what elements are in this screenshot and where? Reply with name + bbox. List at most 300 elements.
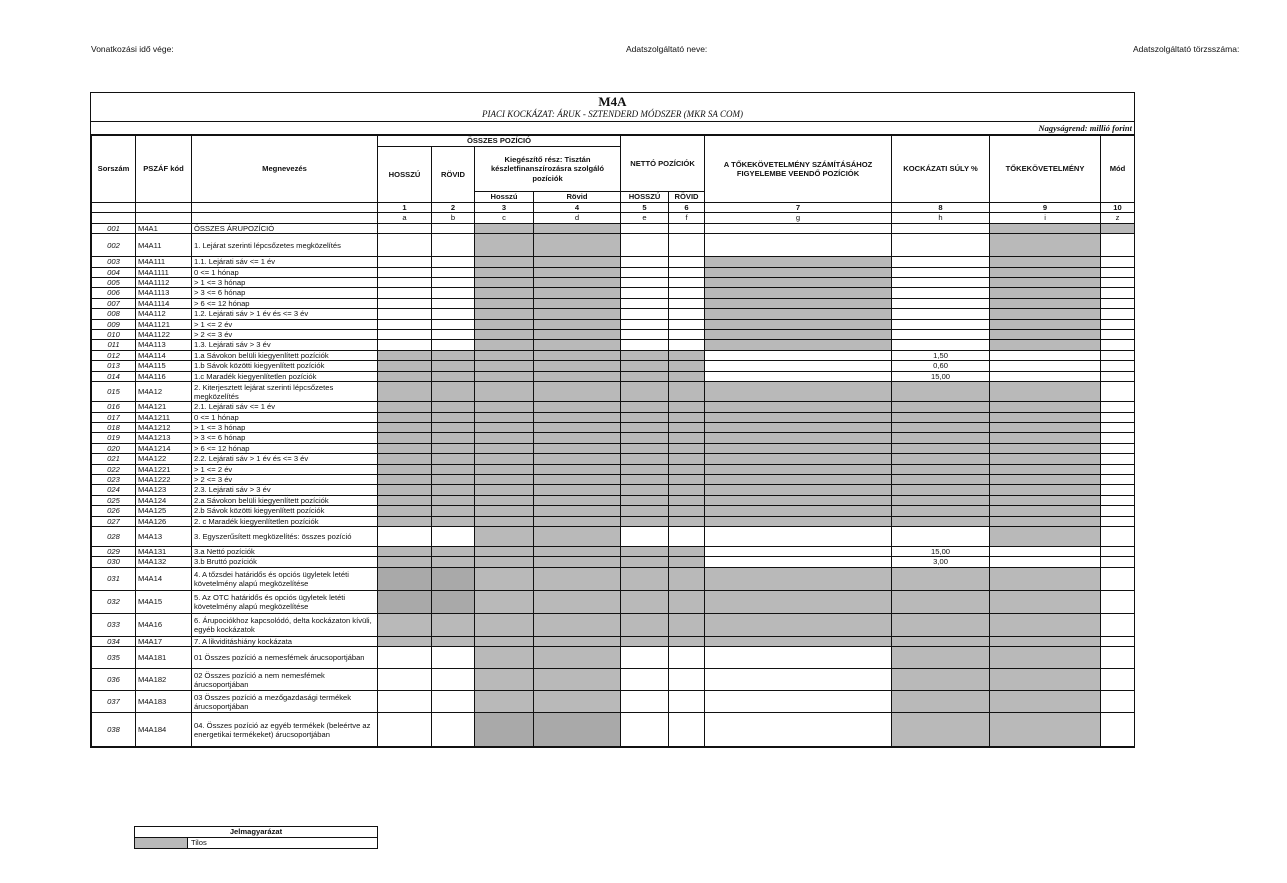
cell-net-long [621, 516, 669, 526]
cell-capital [990, 464, 1101, 474]
cell-mod[interactable] [1101, 422, 1135, 432]
cell-mod[interactable] [1101, 557, 1135, 567]
column-number: 6 [669, 203, 705, 213]
cell-net-short[interactable] [669, 223, 705, 233]
cell-net-short[interactable] [669, 309, 705, 319]
cell-risk-weight[interactable] [892, 257, 990, 267]
cell-risk-weight[interactable]: 3,00 [892, 557, 990, 567]
cell-long[interactable] [378, 257, 432, 267]
cell-long[interactable] [378, 298, 432, 308]
column-number: 5 [621, 203, 669, 213]
cell-net-long[interactable] [621, 526, 669, 546]
row-name: > 1 <= 2 év [192, 319, 378, 329]
cell-mod[interactable] [1101, 474, 1135, 484]
cell-risk-weight [892, 506, 990, 516]
cell-short[interactable] [432, 223, 475, 233]
cell-mod[interactable] [1101, 371, 1135, 381]
table-row [92, 309, 1135, 319]
cell-long[interactable] [378, 669, 432, 691]
cell-short[interactable] [432, 234, 475, 257]
cell-net-short [669, 371, 705, 381]
row-name: > 3 <= 6 hónap [192, 288, 378, 298]
cell-supp-short [534, 412, 621, 422]
cell-supp-short [534, 382, 621, 402]
cell-capital [990, 691, 1101, 713]
row-pszaf-code: M4A1113 [136, 288, 192, 298]
cell-short [432, 506, 475, 516]
cell-capital-positions[interactable] [705, 669, 892, 691]
data-rows [92, 223, 1135, 746]
row-pszaf-code: M4A16 [136, 613, 192, 636]
cell-net-long[interactable] [621, 278, 669, 288]
cell-capital-positions[interactable] [705, 361, 892, 371]
cell-risk-weight[interactable] [892, 223, 990, 233]
cell-short [432, 361, 475, 371]
row-pszaf-code: M4A1111 [136, 267, 192, 277]
row-serial: 005 [92, 278, 136, 288]
cell-net-long [621, 506, 669, 516]
cell-supp-long [475, 647, 534, 669]
cell-supp-long [475, 319, 534, 329]
cell-supp-long [475, 713, 534, 747]
row-pszaf-code: M4A15 [136, 590, 192, 613]
cell-long [378, 412, 432, 422]
row-pszaf-code: M4A1121 [136, 319, 192, 329]
cell-long[interactable] [378, 691, 432, 713]
row-serial: 019 [92, 433, 136, 443]
col-supp-long-header: Hosszú [475, 192, 534, 203]
cell-net-long[interactable] [621, 288, 669, 298]
cell-risk-weight[interactable] [892, 319, 990, 329]
cell-supp-long [475, 257, 534, 267]
cell-mod[interactable] [1101, 464, 1135, 474]
row-name: 2.1. Lejárati sáv <= 1 év [192, 402, 378, 412]
cell-mod[interactable] [1101, 613, 1135, 636]
cell-long[interactable] [378, 713, 432, 747]
cell-net-short[interactable] [669, 713, 705, 747]
cell-net-short[interactable] [669, 234, 705, 257]
cell-risk-weight[interactable] [892, 234, 990, 257]
cell-short[interactable] [432, 257, 475, 267]
cell-net-long[interactable] [621, 257, 669, 267]
row-name: 2.3. Lejárati sáv > 3 év [192, 485, 378, 495]
cell-mod[interactable] [1101, 590, 1135, 613]
cell-capital-positions[interactable] [705, 647, 892, 669]
cell-risk-weight [892, 613, 990, 636]
row-serial: 002 [92, 234, 136, 257]
cell-mod[interactable] [1101, 691, 1135, 713]
row-pszaf-code: M4A184 [136, 713, 192, 747]
cell-capital-positions [705, 382, 892, 402]
cell-net-short[interactable] [669, 669, 705, 691]
cell-net-short [669, 495, 705, 505]
cell-net-short [669, 567, 705, 590]
cell-mod[interactable] [1101, 402, 1135, 412]
row-pszaf-code: M4A123 [136, 485, 192, 495]
cell-risk-weight[interactable] [892, 267, 990, 277]
cell-long[interactable] [378, 223, 432, 233]
cell-capital-positions [705, 319, 892, 329]
cell-capital-positions [705, 267, 892, 277]
cell-short[interactable] [432, 278, 475, 288]
cell-capital [990, 454, 1101, 464]
table-row [92, 495, 1135, 505]
cell-supp-short [534, 474, 621, 484]
cell-net-long[interactable] [621, 319, 669, 329]
cell-net-long[interactable] [621, 669, 669, 691]
cell-capital [990, 590, 1101, 613]
cell-net-long[interactable] [621, 647, 669, 669]
cell-capital-positions [705, 278, 892, 288]
cell-capital-positions[interactable] [705, 557, 892, 567]
cell-long[interactable] [378, 340, 432, 350]
table-row [92, 557, 1135, 567]
cell-long [378, 506, 432, 516]
cell-net-long [621, 454, 669, 464]
cell-mod[interactable] [1101, 526, 1135, 546]
cell-net-short[interactable] [669, 288, 705, 298]
row-name: 3.b Bruttó pozíciók [192, 557, 378, 567]
cell-risk-weight[interactable]: 15,00 [892, 546, 990, 556]
cell-mod[interactable] [1101, 361, 1135, 371]
table-row [92, 506, 1135, 516]
column-number: 2 [432, 203, 475, 213]
cell-long [378, 464, 432, 474]
cell-mod[interactable] [1101, 412, 1135, 422]
row-name: 6. Árupociókhoz kapcsolódó, delta kockázaton kívüli, egyéb kockázatok [192, 613, 378, 636]
cell-supp-long [475, 590, 534, 613]
cell-net-short[interactable] [669, 278, 705, 288]
cell-capital-positions[interactable] [705, 223, 892, 233]
cell-risk-weight[interactable] [892, 526, 990, 546]
cell-capital-positions [705, 412, 892, 422]
cell-long[interactable] [378, 278, 432, 288]
cell-mod[interactable] [1101, 340, 1135, 350]
cell-long [378, 485, 432, 495]
cell-supp-long [475, 546, 534, 556]
cell-net-short[interactable] [669, 647, 705, 669]
cell-risk-weight[interactable] [892, 288, 990, 298]
cell-mod[interactable] [1101, 433, 1135, 443]
cell-net-long[interactable] [621, 234, 669, 257]
row-pszaf-code: M4A125 [136, 506, 192, 516]
cell-mod[interactable] [1101, 257, 1135, 267]
cell-capital[interactable] [990, 350, 1101, 360]
cell-short[interactable] [432, 309, 475, 319]
cell-supp-long [475, 371, 534, 381]
cell-risk-weight[interactable] [892, 330, 990, 340]
cell-capital [990, 340, 1101, 350]
row-pszaf-code: M4A116 [136, 371, 192, 381]
cell-risk-weight[interactable]: 1,50 [892, 350, 990, 360]
cell-supp-long [475, 298, 534, 308]
cell-net-long[interactable] [621, 223, 669, 233]
cell-net-short [669, 506, 705, 516]
cell-short [432, 613, 475, 636]
cell-capital[interactable] [990, 546, 1101, 556]
cell-supp-long [475, 330, 534, 340]
cell-short[interactable] [432, 319, 475, 329]
cell-risk-weight[interactable] [892, 278, 990, 288]
cell-mod[interactable] [1101, 506, 1135, 516]
table-row [92, 350, 1135, 360]
cell-capital-positions [705, 402, 892, 412]
row-pszaf-code: M4A132 [136, 557, 192, 567]
row-serial: 003 [92, 257, 136, 267]
cell-mod[interactable] [1101, 234, 1135, 257]
cell-supp-long [475, 691, 534, 713]
table-row [92, 412, 1135, 422]
row-serial: 020 [92, 443, 136, 453]
cell-long[interactable] [378, 526, 432, 546]
cell-short [432, 474, 475, 484]
cell-short [432, 557, 475, 567]
row-serial: 014 [92, 371, 136, 381]
cell-mod[interactable] [1101, 454, 1135, 464]
cell-mod[interactable] [1101, 546, 1135, 556]
column-letter: i [990, 213, 1101, 223]
row-pszaf-code: M4A11 [136, 234, 192, 257]
cell-net-long[interactable] [621, 691, 669, 713]
cell-capital[interactable] [990, 371, 1101, 381]
cell-capital [990, 422, 1101, 432]
row-serial: 030 [92, 557, 136, 567]
cell-risk-weight [892, 412, 990, 422]
cell-capital-positions[interactable] [705, 371, 892, 381]
row-name: 04. Összes pozíció az egyéb termékek (beleértve az energetikai termékeket) árucsoportjában [192, 713, 378, 747]
cell-net-long[interactable] [621, 298, 669, 308]
cell-net-short[interactable] [669, 257, 705, 267]
row-pszaf-code: M4A1211 [136, 412, 192, 422]
cell-supp-long [475, 350, 534, 360]
cell-supp-long [475, 361, 534, 371]
cell-supp-long [475, 557, 534, 567]
column-letter: c [475, 213, 534, 223]
cell-capital [990, 319, 1101, 329]
column-number-row [92, 203, 1135, 213]
cell-net-long [621, 382, 669, 402]
cell-net-short [669, 485, 705, 495]
cell-mod[interactable] [1101, 319, 1135, 329]
cell-long [378, 361, 432, 371]
cell-risk-weight [892, 590, 990, 613]
cell-short[interactable] [432, 647, 475, 669]
table-row [92, 422, 1135, 432]
row-pszaf-code: M4A17 [136, 636, 192, 646]
cell-net-long[interactable] [621, 713, 669, 747]
cell-capital [990, 613, 1101, 636]
cell-net-short[interactable] [669, 691, 705, 713]
cell-supp-long [475, 340, 534, 350]
cell-capital-positions[interactable] [705, 350, 892, 360]
cell-risk-weight[interactable] [892, 298, 990, 308]
cell-long[interactable] [378, 319, 432, 329]
cell-mod[interactable] [1101, 309, 1135, 319]
cell-capital [990, 382, 1101, 402]
row-serial: 033 [92, 613, 136, 636]
cell-net-long[interactable] [621, 267, 669, 277]
row-pszaf-code: M4A1214 [136, 443, 192, 453]
cell-long[interactable] [378, 309, 432, 319]
cell-mod[interactable] [1101, 443, 1135, 453]
cell-short[interactable] [432, 691, 475, 713]
cell-mod[interactable] [1101, 278, 1135, 288]
cell-mod[interactable] [1101, 382, 1135, 402]
cell-long[interactable] [378, 267, 432, 277]
cell-net-short[interactable] [669, 319, 705, 329]
column-number: 3 [475, 203, 534, 213]
table-row [92, 433, 1135, 443]
legend-swatch-forbidden [135, 838, 188, 848]
row-pszaf-code: M4A1 [136, 223, 192, 233]
cell-capital-positions[interactable] [705, 526, 892, 546]
cell-long[interactable] [378, 288, 432, 298]
cell-net-short [669, 350, 705, 360]
cell-capital-positions [705, 636, 892, 646]
table-row [92, 691, 1135, 713]
cell-risk-weight [892, 454, 990, 464]
table-row [92, 257, 1135, 267]
cell-net-long [621, 402, 669, 412]
cell-net-short[interactable] [669, 526, 705, 546]
row-pszaf-code: M4A121 [136, 402, 192, 412]
cell-capital-positions [705, 474, 892, 484]
cell-short [432, 350, 475, 360]
cell-net-long[interactable] [621, 309, 669, 319]
cell-capital[interactable] [990, 361, 1101, 371]
cell-mod[interactable] [1101, 713, 1135, 747]
table-row [92, 546, 1135, 556]
cell-capital-positions[interactable] [705, 234, 892, 257]
cell-capital-positions[interactable] [705, 713, 892, 747]
cell-net-long [621, 422, 669, 432]
cell-net-long [621, 371, 669, 381]
row-pszaf-code: M4A111 [136, 257, 192, 267]
cell-net-long [621, 361, 669, 371]
cell-supp-short [534, 691, 621, 713]
column-letter: g [705, 213, 892, 223]
cell-short [432, 516, 475, 526]
cell-supp-short [534, 613, 621, 636]
cell-net-long[interactable] [621, 330, 669, 340]
cell-supp-short [534, 557, 621, 567]
cell-long[interactable] [378, 647, 432, 669]
row-serial: 031 [92, 567, 136, 590]
cell-mod[interactable] [1101, 636, 1135, 646]
cell-long[interactable] [378, 234, 432, 257]
cell-short[interactable] [432, 669, 475, 691]
row-serial: 011 [92, 340, 136, 350]
cell-net-short [669, 636, 705, 646]
cell-supp-short [534, 647, 621, 669]
column-number: 9 [990, 203, 1101, 213]
cell-mod[interactable] [1101, 267, 1135, 277]
cell-net-short[interactable] [669, 340, 705, 350]
cell-short[interactable] [432, 340, 475, 350]
row-pszaf-code: M4A131 [136, 546, 192, 556]
cell-short[interactable] [432, 298, 475, 308]
cell-mod[interactable] [1101, 330, 1135, 340]
row-name: 1.c Maradék kiegyenlítetlen pozíciók [192, 371, 378, 381]
cell-mod[interactable] [1101, 288, 1135, 298]
row-pszaf-code: M4A14 [136, 567, 192, 590]
row-serial: 016 [92, 402, 136, 412]
cell-long [378, 382, 432, 402]
cell-net-long [621, 557, 669, 567]
cell-risk-weight[interactable] [892, 340, 990, 350]
cell-net-short[interactable] [669, 298, 705, 308]
col-mod-header: Mód [1101, 136, 1135, 203]
cell-mod[interactable] [1101, 516, 1135, 526]
cell-risk-weight[interactable]: 15,00 [892, 371, 990, 381]
col-long-header: HOSSZÚ [378, 147, 432, 203]
row-name: > 1 <= 3 hónap [192, 278, 378, 288]
cell-net-short[interactable] [669, 267, 705, 277]
row-name: 0 <= 1 hónap [192, 267, 378, 277]
cell-mod[interactable] [1101, 485, 1135, 495]
row-name: 01 Összes pozíció a nemesfémek árucsoportjában [192, 647, 378, 669]
row-serial: 013 [92, 361, 136, 371]
cell-net-short[interactable] [669, 330, 705, 340]
row-serial: 018 [92, 422, 136, 432]
cell-risk-weight [892, 713, 990, 747]
cell-capital [990, 636, 1101, 646]
cell-mod[interactable] [1101, 350, 1135, 360]
cell-risk-weight[interactable]: 0,60 [892, 361, 990, 371]
cell-short[interactable] [432, 267, 475, 277]
table-row [92, 288, 1135, 298]
form-code: M4A [598, 94, 627, 109]
row-serial: 001 [92, 223, 136, 233]
cell-supp-long [475, 382, 534, 402]
cell-mod[interactable] [1101, 567, 1135, 590]
cell-supp-short [534, 590, 621, 613]
cell-mod[interactable] [1101, 495, 1135, 505]
table-row [92, 647, 1135, 669]
cell-supp-long [475, 454, 534, 464]
cell-supp-long [475, 464, 534, 474]
cell-net-long[interactable] [621, 340, 669, 350]
row-serial: 015 [92, 382, 136, 402]
cell-capital [990, 298, 1101, 308]
row-serial: 026 [92, 506, 136, 516]
row-name: 0 <= 1 hónap [192, 412, 378, 422]
cell-supp-long [475, 443, 534, 453]
cell-mod[interactable] [1101, 298, 1135, 308]
column-letter: b [432, 213, 475, 223]
cell-supp-long [475, 288, 534, 298]
cell-supp-short [534, 361, 621, 371]
cell-mod[interactable] [1101, 647, 1135, 669]
cell-supp-long [475, 495, 534, 505]
cell-net-long [621, 495, 669, 505]
cell-risk-weight[interactable] [892, 309, 990, 319]
cell-long[interactable] [378, 330, 432, 340]
cell-short[interactable] [432, 288, 475, 298]
cell-long [378, 474, 432, 484]
cell-capital [990, 402, 1101, 412]
cell-capital-positions[interactable] [705, 546, 892, 556]
legend-item [135, 838, 377, 848]
cell-short[interactable] [432, 713, 475, 747]
cell-capital [990, 713, 1101, 747]
cell-mod[interactable] [1101, 669, 1135, 691]
cell-short[interactable] [432, 526, 475, 546]
cell-short[interactable] [432, 330, 475, 340]
cell-capital-positions[interactable] [705, 691, 892, 713]
cell-capital[interactable] [990, 557, 1101, 567]
cell-capital [990, 412, 1101, 422]
